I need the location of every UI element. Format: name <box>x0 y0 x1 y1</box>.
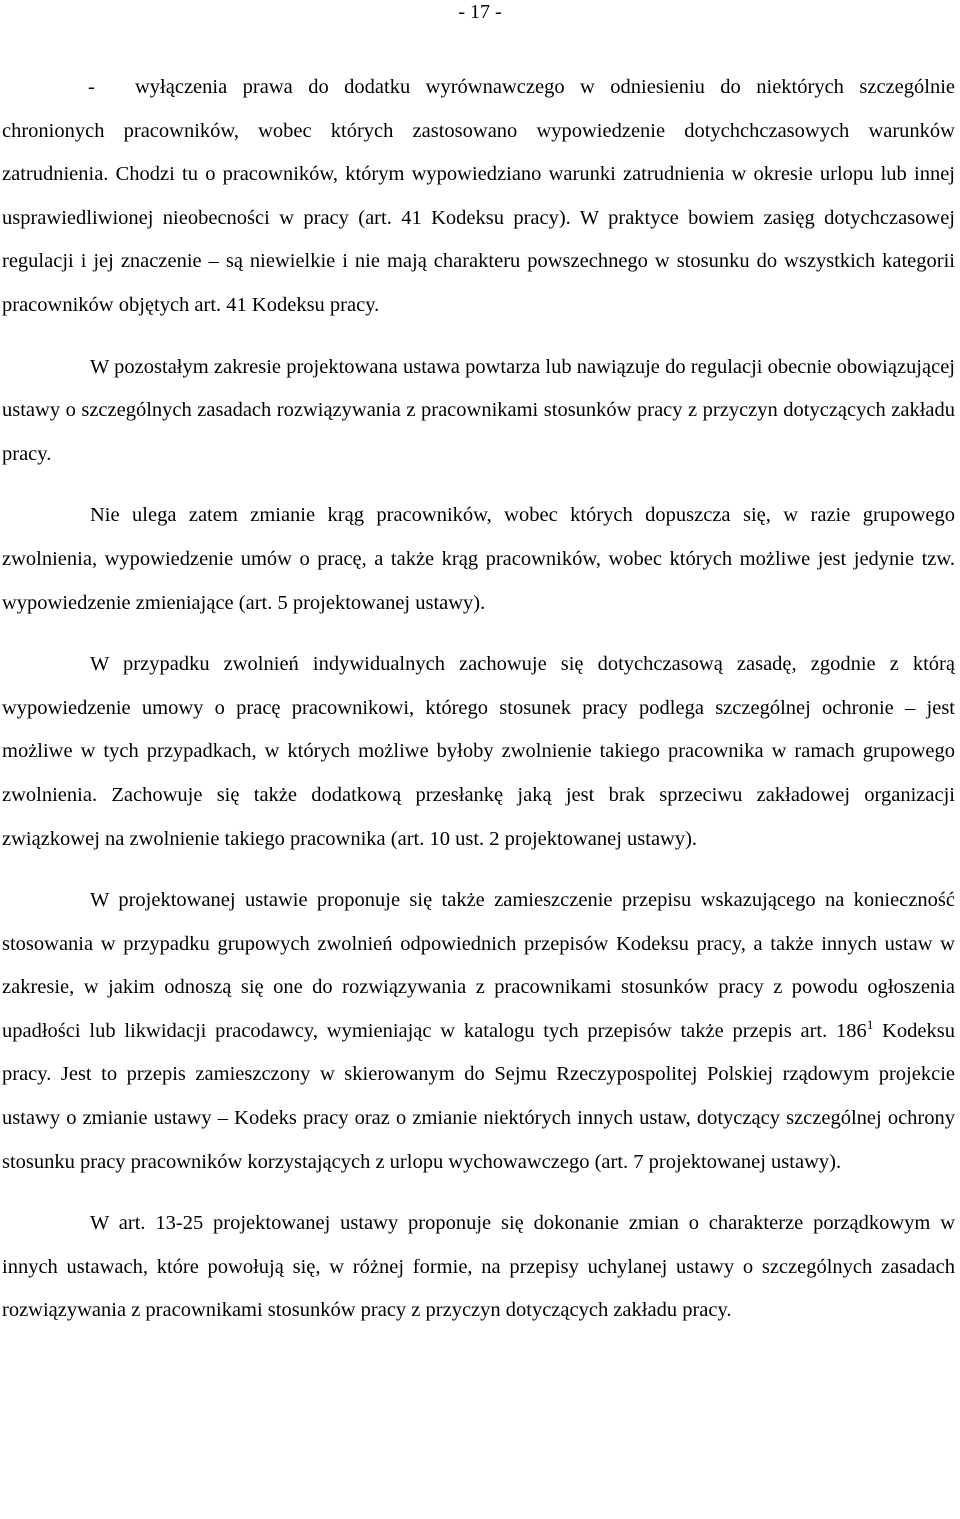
document-body <box>2 66 955 1351</box>
page-number: - 17 - <box>458 1 502 23</box>
paragraph-text: W projektowanej ustawie proponuje się także zamieszczenie przepisu wskazującego na konieczność stosowania w przypadku grupowych zwolnień odpowiednich przepisów Kodeksu pracy, a także innych ustaw w zakresie, w jakim odnoszą się one do rozwiązywania z pracownikami stosunków pracy z powodu ogłoszenia upadłości lub likwidacji pracodawcy, wymieniając w katalogu tych przepisów także przepis art. 186 <box>2 889 955 1042</box>
paragraph <box>2 643 955 861</box>
paragraph <box>2 1202 955 1333</box>
paragraph <box>2 346 955 477</box>
dash-bullet: - <box>88 76 95 98</box>
paragraph-dash-item <box>2 66 955 328</box>
paragraph-text: W pozostałym zakresie projektowana ustawa powtarza lub nawiązuje do regulacji obecnie obowiązującej ustawy o szczególnych zasadach rozwiązywania z pracownikami stosunków pracy z przyczyn dotyczących zakładu pracy. <box>2 355 955 465</box>
paragraph-text: Kodeksu pracy. Jest to przepis zamieszczony w skierowanym do Sejmu Rzeczypospolitej Polskiej rządowym projekcie ustawy o zmianie ustawy – Kodeks pracy oraz o zmianie niektórych innych ustaw, dotyczący szczególnej ochrony stosunku pracy pracowników korzystających z urlopu wychowawczego (art. 7 projektowanej ustawy). <box>2 1019 955 1173</box>
paragraph-text: wyłączenia prawa do dodatku wyrównawczego w odniesieniu do niektórych szczególnie chronionych pracowników, wobec których zastosowano wypowiedzenie dotychchczasowych warunków zatrudnienia. Chodzi tu o pracowników, którym wypowiedziano warunki zatrudnienia w okresie urlopu lub innej usprawiedliwionej nieobecności w pracy (art. 41 Kodeksu pracy). W praktyce bowiem zasięg dotychczasowej regulacji i jej znaczenie – są niewielkie i nie mają charakteru powszechnego w stosunku do wszystkich kategorii pracowników objętych art. 41 Kodeksu pracy. <box>2 76 955 316</box>
paragraph-text: W przypadku zwolnień indywidualnych zachowuje się dotychczasową zasadę, zgodnie z którą wypowiedzenie umowy o pracę pracownikowi, którego stosunek pracy podlega szczególnej ochronie – jest możliwe w tych przypadkach, w których możliwe byłoby zwolnienie takiego pracownika w ramach grupowego zwolnienia. Zachowuje się także dodatkową przesłankę jaką jest brak sprzeciwu zakładowej organizacji związkowej na zwolnienie takiego pracownika (art. 10 ust. 2 projektowanej ustawy). <box>2 653 955 850</box>
superscript: 1 <box>866 1016 874 1032</box>
paragraph-text: Nie ulega zatem zmianie krąg pracowników, wobec których dopuszcza się, w razie grupowego zwolnienia, wypowiedzenie umów o pracę, a także krąg pracowników, wobec których możliwe jest jedynie tzw. wypowiedzenie zmieniające (art. 5 projektowanej ustawy). <box>2 504 955 614</box>
paragraph <box>2 494 955 625</box>
paragraph-text: W art. 13-25 projektowanej ustawy proponuje się dokonanie zmian o charakterze porządkowym w innych ustawach, które powołują się, w różnej formie, na przepisy uchylanej ustawy o szczególnych zasadach rozwiązywania z pracownikami stosunków pracy z przyczyn dotyczących zakładu pracy. <box>2 1212 955 1322</box>
paragraph <box>2 879 955 1184</box>
